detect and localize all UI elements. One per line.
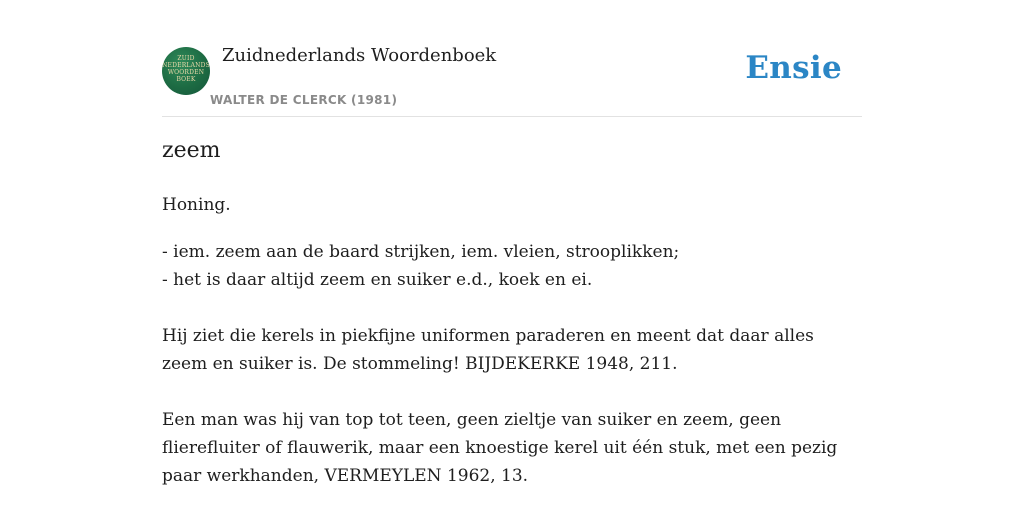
entry-page xyxy=(162,0,862,486)
entry-headword: zeem xyxy=(162,138,221,163)
expression-item: - iem. zeem aan de baard strijken, iem. vleien, strooplikken; xyxy=(162,242,680,262)
entry-definition: Honing. xyxy=(162,195,231,215)
ensie-brand-logo[interactable]: Ensie xyxy=(745,50,842,86)
logo-line: BOEK xyxy=(176,76,196,83)
logo-line: NEDERLANDS xyxy=(162,62,210,69)
dictionary-header xyxy=(162,0,862,117)
citation-quote: Een man was hij van top tot teen, geen zieltje van suiker en zeem, geen flierefluiter of flauwerik, maar een knoestige kerel uit één stuk, met een pezig paar werkhanden, VERMEYLEN 1962, 13. xyxy=(162,410,838,486)
dictionary-title-link[interactable]: Zuidnederlands Woordenboek xyxy=(222,45,497,66)
logo-line: WOORDEN xyxy=(167,69,205,76)
dictionary-logo[interactable] xyxy=(162,47,210,95)
logo-line: ZUID xyxy=(177,55,195,62)
expression-item: - het is daar altijd zeem en suiker e.d., koek en ei. xyxy=(162,270,593,290)
entry-expressions xyxy=(162,238,862,294)
dictionary-author: WALTER DE CLERCK (1981) xyxy=(210,93,398,107)
logo-text xyxy=(162,55,210,83)
citation-quote: Hij ziet die kerels in piekfijne uniformen paraderen en meent dat daar alles zeem en suiker is. De stommeling! BIJDEKERKE 1948, 211. xyxy=(162,326,814,374)
